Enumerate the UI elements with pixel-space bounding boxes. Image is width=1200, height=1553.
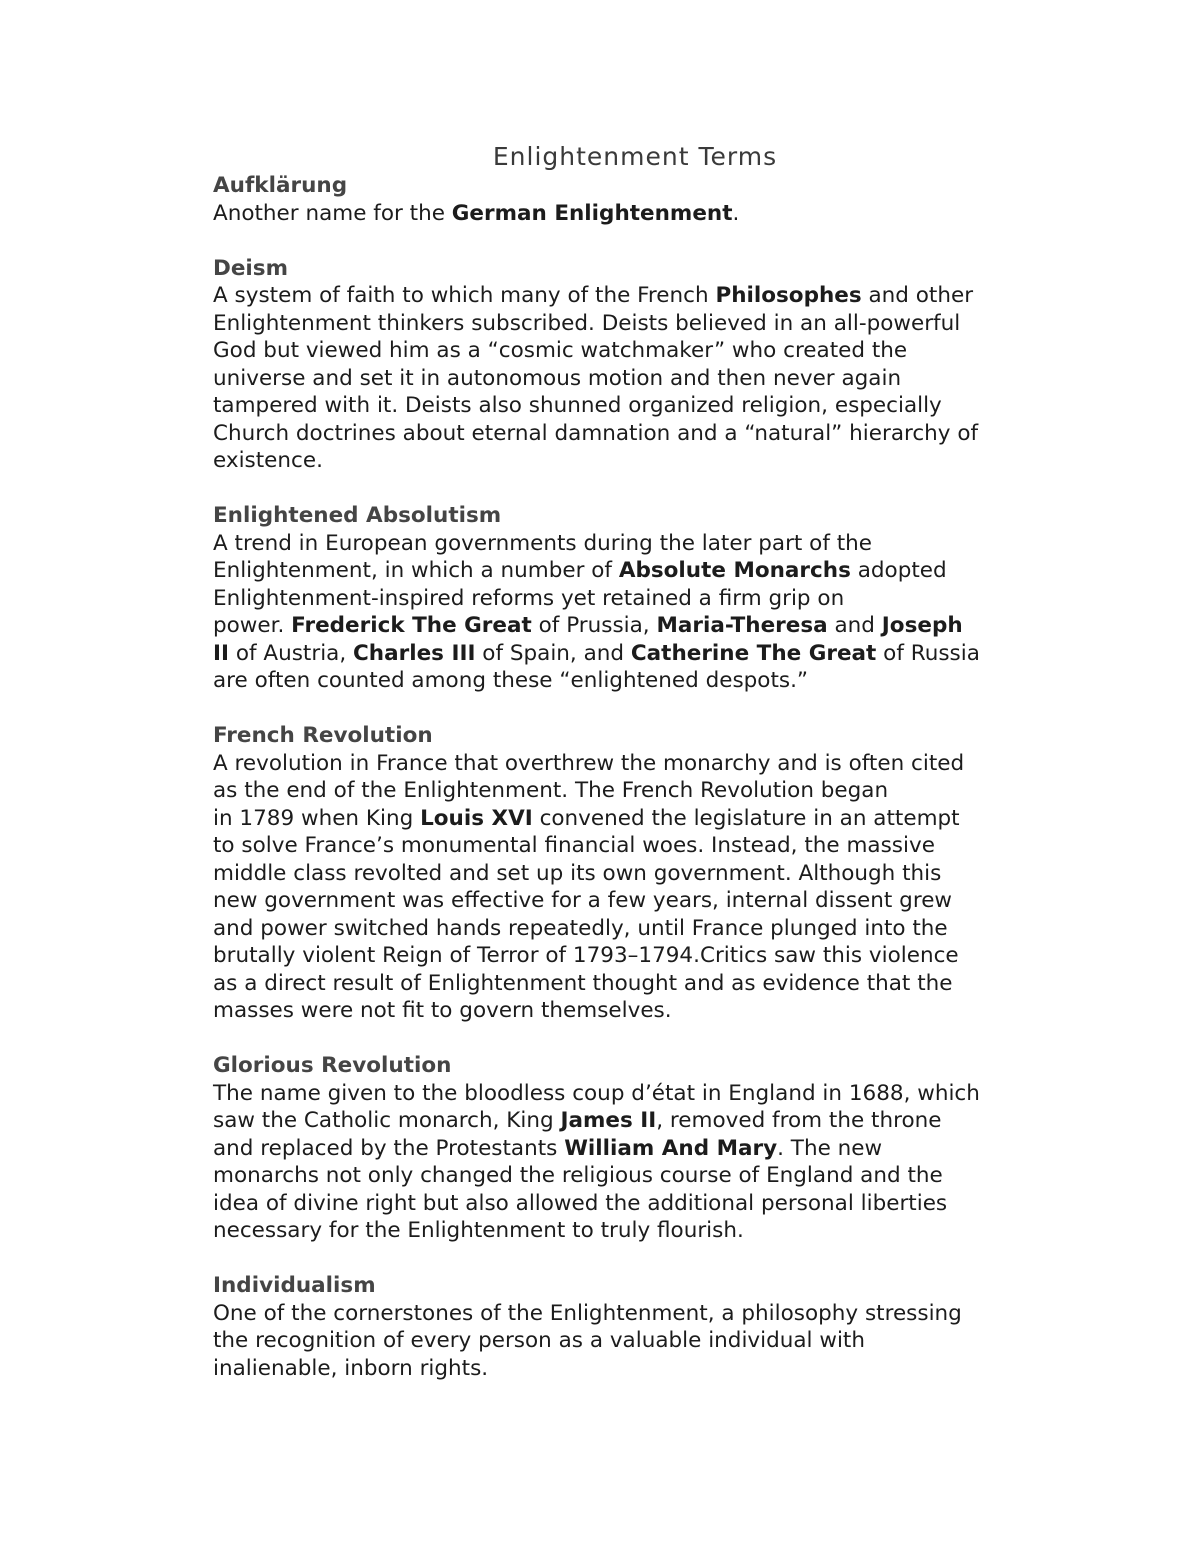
bold-term: Joseph bbox=[881, 613, 963, 638]
definition-line bbox=[213, 447, 1093, 475]
definition-line bbox=[213, 970, 1093, 998]
definition-text: The name given to the bloodless coup d’état in England in 1688, which bbox=[213, 1080, 980, 1106]
definition-text: . The new bbox=[777, 1135, 883, 1161]
definition-text: idea of divine right but also allowed the additional personal liberties bbox=[213, 1190, 948, 1216]
definition-text: , removed from the throne bbox=[656, 1108, 942, 1133]
definition-line bbox=[213, 612, 1093, 640]
glossary-entry bbox=[213, 172, 1093, 227]
definition-text: as a direct result of Enlightenment thought and as evidence that the bbox=[213, 970, 953, 996]
glossary-term: Individualism bbox=[213, 1273, 376, 1298]
definition-text: in 1789 when King bbox=[213, 805, 421, 831]
definition-text: A system of faith to which many of the French bbox=[213, 283, 716, 308]
bold-term: Louis XVI bbox=[420, 805, 533, 831]
definition-line bbox=[213, 832, 1093, 860]
definition-line bbox=[213, 1162, 1093, 1190]
definition-line bbox=[213, 530, 1093, 558]
definition-line bbox=[213, 420, 1093, 448]
bold-term: William And Mary bbox=[564, 1135, 778, 1161]
bold-term: Philosophes bbox=[715, 283, 862, 308]
definition-text: and other bbox=[861, 283, 974, 308]
definition-text: adopted bbox=[850, 558, 947, 583]
glossary-entry bbox=[213, 255, 1093, 475]
definition-text: A revolution in France that overthrew the monarchy and is often cited bbox=[213, 750, 965, 776]
definition-text: inalienable, inborn rights. bbox=[213, 1355, 489, 1381]
glossary-entry bbox=[213, 722, 1093, 1025]
glossary-term: Deism bbox=[213, 255, 288, 281]
definition-text: monarchs not only changed the religious course of England and the bbox=[213, 1163, 943, 1188]
definition-line bbox=[213, 365, 1093, 393]
definition-text: existence. bbox=[213, 448, 323, 473]
glossary-list bbox=[213, 172, 1093, 1410]
definition-text: necessary for the Enlightenment to truly flourish. bbox=[213, 1218, 744, 1243]
definition-line bbox=[213, 915, 1093, 943]
definition-line bbox=[213, 805, 1093, 833]
definition-text: and bbox=[827, 613, 882, 638]
definition-line bbox=[213, 337, 1093, 365]
definition-text: to solve France’s monumental financial woes. Instead, the massive bbox=[213, 833, 935, 858]
definition-line bbox=[213, 750, 1093, 778]
definition-line bbox=[213, 1217, 1093, 1245]
definition-line bbox=[213, 585, 1093, 613]
bold-term: Charles III bbox=[353, 640, 476, 666]
definition-text: . bbox=[732, 200, 740, 226]
definition-text: of Russia bbox=[876, 640, 980, 666]
definition-text: saw the Catholic monarch, King bbox=[213, 1108, 561, 1133]
definition-text: Another name for the bbox=[213, 200, 452, 226]
glossary-term: Enlightened Absolutism bbox=[213, 503, 502, 528]
definition-line bbox=[213, 667, 1093, 695]
definition-text: new government was effective for a few years, internal dissent grew bbox=[213, 888, 952, 913]
definition-text: brutally violent Reign of Terror of 1793–1794.Critics saw this violence bbox=[213, 943, 959, 968]
definition-text: the recognition of every person as a valuable individual with bbox=[213, 1328, 865, 1353]
definition-text: One of the cornerstones of the Enlightenment, a philosophy stressing bbox=[213, 1300, 962, 1326]
glossary-term: French Revolution bbox=[213, 723, 433, 748]
bold-term: James II bbox=[560, 1108, 657, 1133]
definition-text: A trend in European governments during the later part of the bbox=[213, 530, 873, 556]
definition-text: and replaced by the Protestants bbox=[213, 1135, 565, 1161]
definition-text: middle class revolted and set up its own government. Although this bbox=[213, 860, 942, 886]
definition-text: masses were not fit to govern themselves. bbox=[213, 998, 672, 1023]
definition-line bbox=[213, 1300, 1093, 1328]
definition-text: Enlightenment-inspired reforms yet retained a firm grip on bbox=[213, 585, 845, 611]
definition-text: Enlightenment thinkers subscribed. Deists believed in an all-powerful bbox=[213, 310, 961, 336]
bold-term: German Enlightenment bbox=[451, 200, 733, 226]
glossary-entry bbox=[213, 1272, 1093, 1382]
glossary-entry bbox=[213, 502, 1093, 695]
definition-text: of Austria, bbox=[229, 640, 354, 666]
definition-line bbox=[213, 887, 1093, 915]
glossary-term: Glorious Revolution bbox=[213, 1053, 452, 1078]
bold-term: Absolute Monarchs bbox=[618, 558, 851, 583]
bold-term: Frederick The Great bbox=[291, 613, 532, 638]
definition-line bbox=[213, 1080, 1093, 1108]
definition-line bbox=[213, 1135, 1093, 1163]
definition-line bbox=[213, 942, 1093, 970]
definition-line bbox=[213, 282, 1093, 310]
definition-text: and power switched hands repeatedly, until France plunged into the bbox=[213, 915, 948, 941]
definition-line bbox=[213, 200, 1093, 228]
definition-text: as the end of the Enlightenment. The French Revolution began bbox=[213, 778, 889, 803]
definition-text: are often counted among these “enlightened despots.” bbox=[213, 668, 809, 693]
definition-text: universe and set it in autonomous motion and then never again bbox=[213, 365, 902, 391]
document-title: Enlightenment Terms bbox=[492, 142, 778, 171]
bold-term: Maria-Theresa bbox=[656, 613, 828, 638]
glossary-entry bbox=[213, 1052, 1093, 1245]
definition-line bbox=[213, 392, 1093, 420]
definition-text: convened the legislature in an attempt bbox=[532, 805, 960, 831]
bold-term: II bbox=[213, 640, 229, 666]
definition-text: of Spain, and bbox=[475, 640, 631, 666]
bold-term: Catherine The Great bbox=[630, 640, 877, 666]
definition-line bbox=[213, 777, 1093, 805]
definition-line bbox=[213, 557, 1093, 585]
glossary-term: Aufklärung bbox=[213, 173, 348, 198]
definition-line bbox=[213, 310, 1093, 338]
definition-text: power. bbox=[213, 613, 292, 638]
definition-line bbox=[213, 997, 1093, 1025]
definition-line bbox=[213, 1107, 1093, 1135]
definition-text: of Prussia, bbox=[531, 613, 657, 638]
definition-line bbox=[213, 1327, 1093, 1355]
definition-text: Church doctrines about eternal damnation and a “natural” hierarchy of bbox=[213, 420, 979, 446]
definition-text: tampered with it. Deists also shunned organized religion, especially bbox=[213, 393, 942, 418]
definition-line bbox=[213, 1190, 1093, 1218]
definition-text: Enlightenment, in which a number of bbox=[213, 558, 619, 583]
definition-line bbox=[213, 860, 1093, 888]
definition-text: God but viewed him as a “cosmic watchmaker” who created the bbox=[213, 338, 908, 363]
definition-line bbox=[213, 1355, 1093, 1383]
definition-line bbox=[213, 640, 1093, 668]
